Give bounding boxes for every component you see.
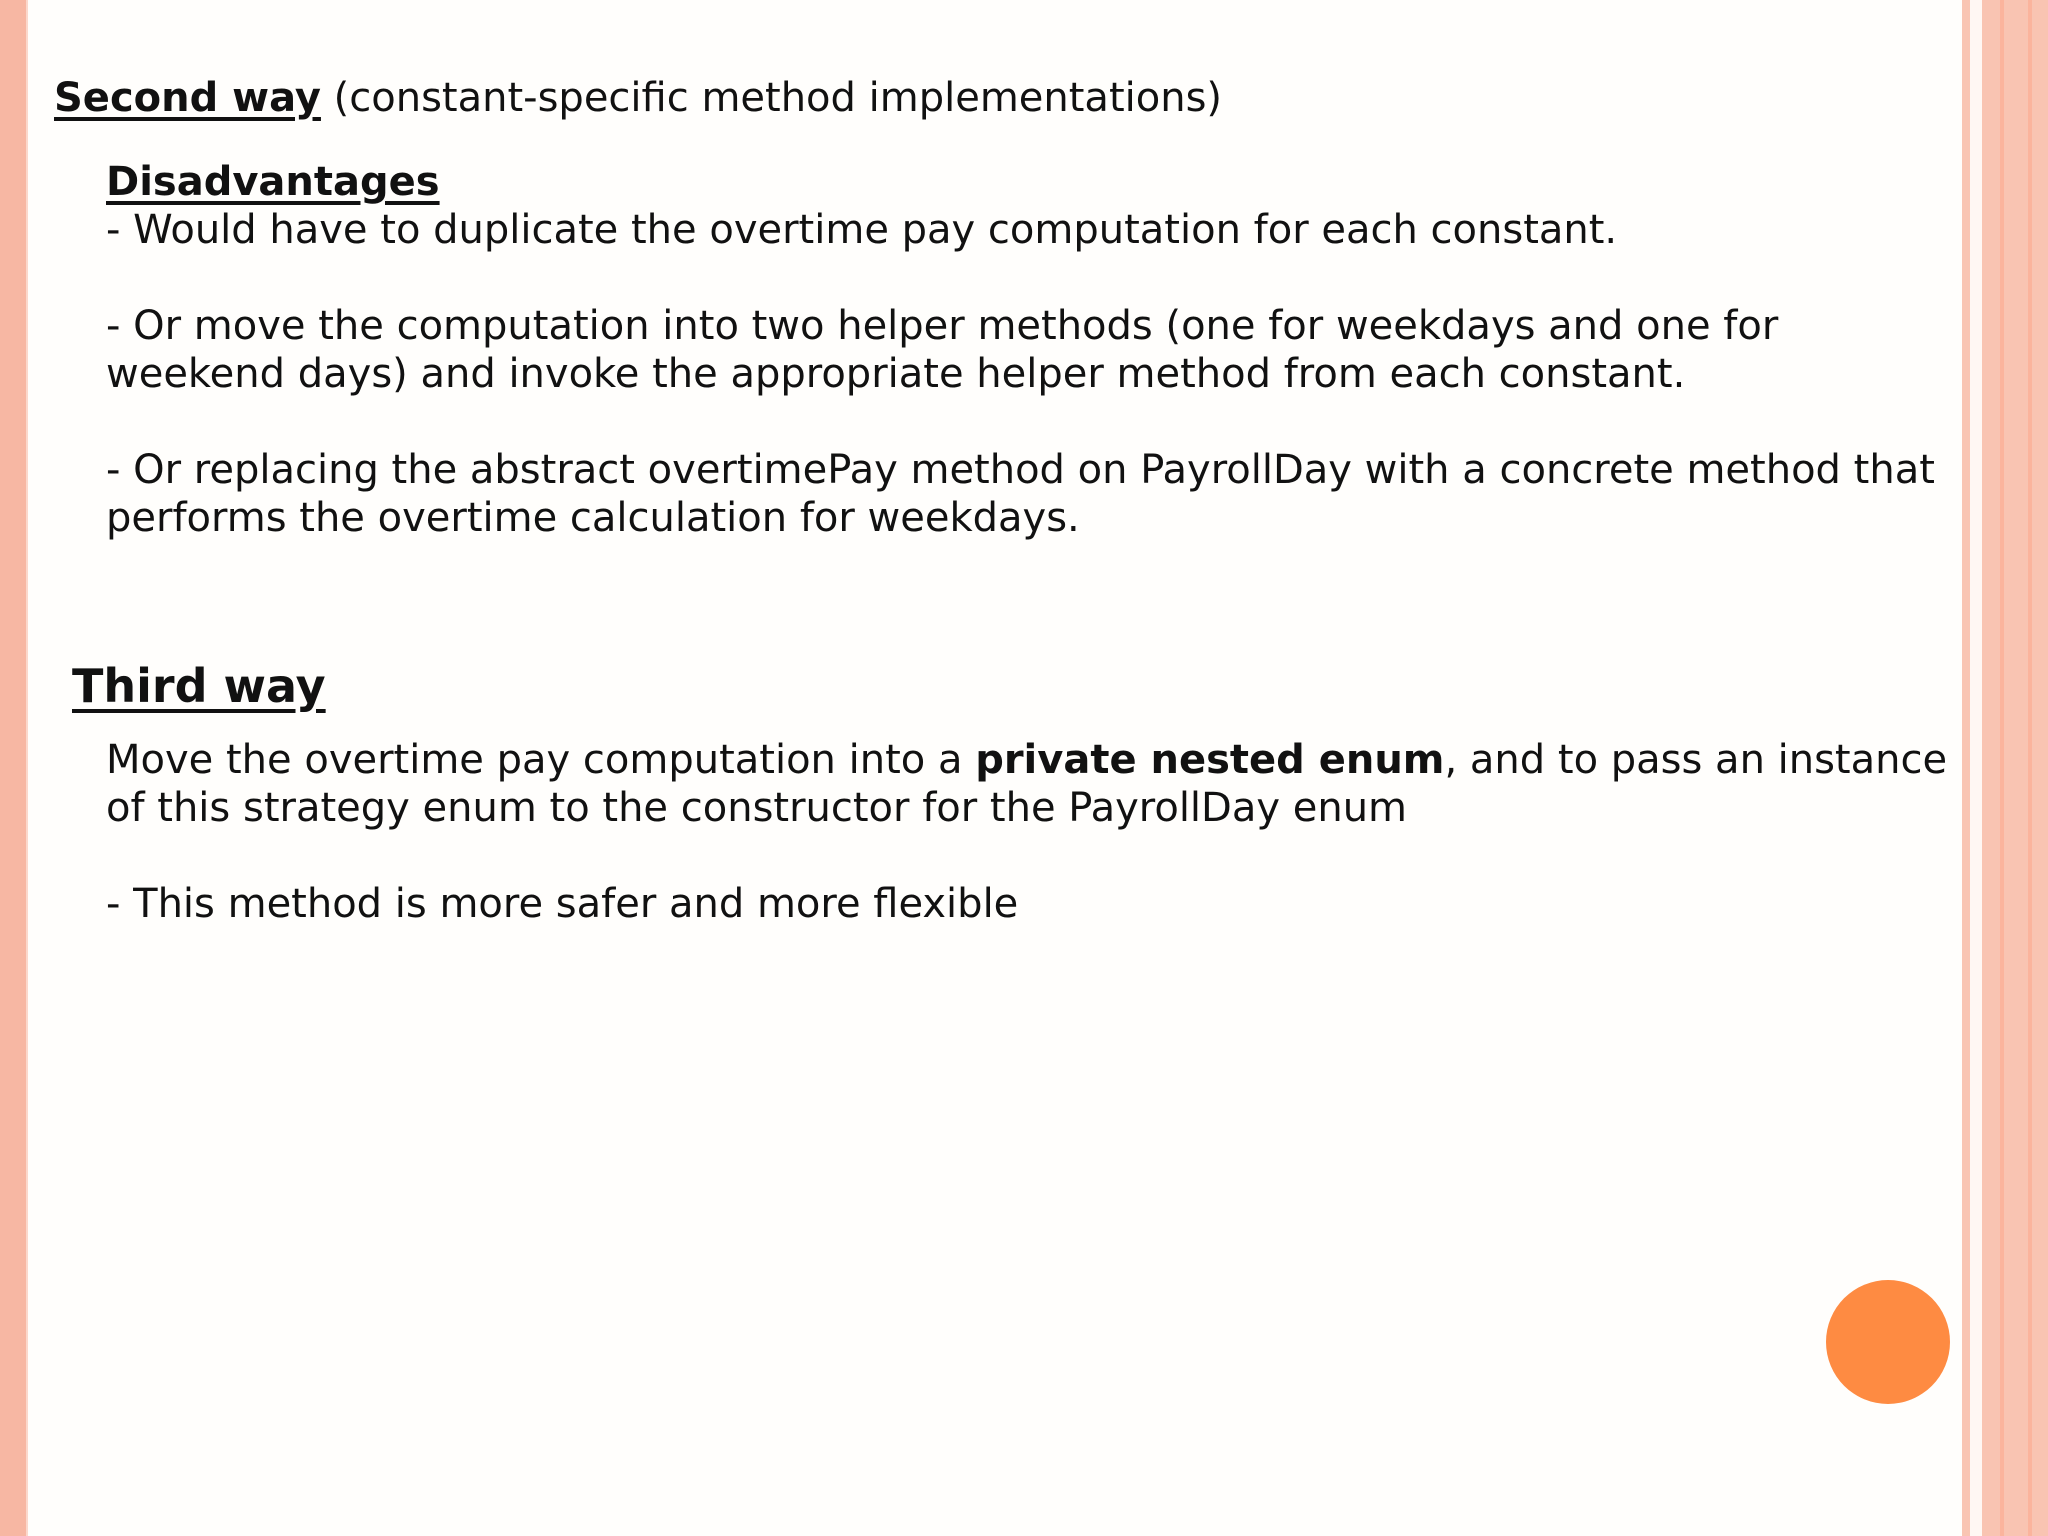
disadvantage-point-2: - Or move the computation into two helper methods (one for weekdays and one for weekend days) and invoke the appropriate helper method from each constant. <box>106 303 1779 397</box>
spacer <box>106 398 1959 446</box>
disadvantages-heading: Disadvantages <box>106 159 440 205</box>
third-way-description-emphasis: private nested enum <box>975 737 1445 783</box>
third-way-description-start: Move the overtime pay computation into a <box>106 737 976 783</box>
right-border-outer <box>1982 0 2048 1536</box>
right-border-line-2 <box>2028 0 2032 1536</box>
decorative-orange-circle <box>1826 1280 1950 1404</box>
right-border-gap <box>1970 0 1982 1536</box>
disadvantage-point-1: - Would have to duplicate the overtime pay computation for each constant. <box>106 207 1618 253</box>
third-way-section <box>106 736 1959 928</box>
left-border-inner-line <box>26 0 28 1536</box>
right-border-line <box>2000 0 2004 1536</box>
spacer <box>106 832 1959 880</box>
third-way-description-end: , and to pass an instance of this strategy enum to the constructor for the PayrollDay enum <box>106 737 1948 831</box>
spacer <box>106 254 1959 302</box>
disadvantage-point-3: - Or replacing the abstract overtimePay method on PayrollDay with a concrete method that performs the overtime calculation for weekdays. <box>106 447 1935 541</box>
slide-content <box>54 70 1959 928</box>
disadvantages-section <box>106 158 1959 542</box>
second-way-subtitle: (constant-specific method implementations) <box>320 75 1223 121</box>
third-way-point: - This method is more safer and more flexible <box>106 881 1019 927</box>
third-way-description <box>106 736 1959 832</box>
second-way-title: Second way <box>54 75 321 121</box>
third-way-heading: Third way <box>72 659 326 713</box>
right-border-inner <box>1962 0 1970 1536</box>
left-border <box>0 0 26 1536</box>
second-way-heading <box>54 70 1959 126</box>
